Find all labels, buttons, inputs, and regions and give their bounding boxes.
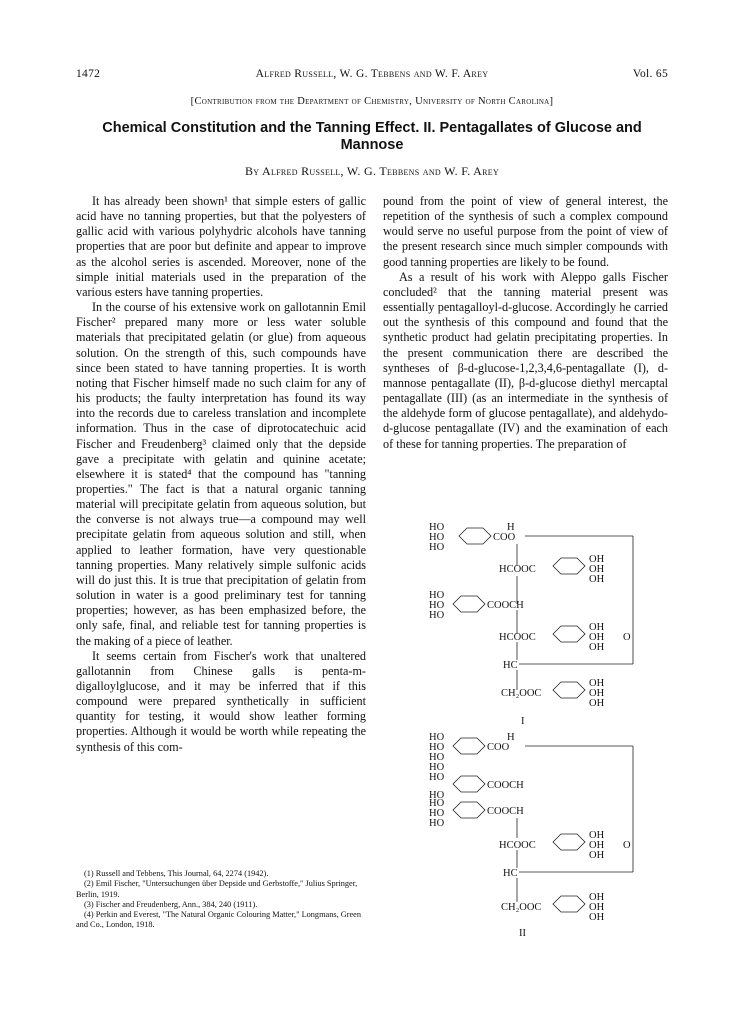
- footnote: (1) Russell and Tebbens, This Journal, 64, 2274 (1942).: [84, 869, 269, 878]
- label-ho: HO: [429, 808, 445, 819]
- benzene-ring: [553, 834, 585, 850]
- label-o: O: [623, 632, 631, 643]
- label-oh: OH: [589, 698, 605, 709]
- label-oh: OH: [589, 902, 605, 913]
- label-h: H: [507, 522, 515, 533]
- byline: By Alfred Russell, W. G. Tebbens and W. F. Arey: [244, 164, 500, 178]
- label-ch2ooc: CH₂OOC: [501, 688, 542, 699]
- label-oh: OH: [589, 564, 605, 575]
- label-ho: HO: [429, 752, 445, 763]
- benzene-ring: [453, 802, 485, 818]
- benzene-ring: [453, 596, 485, 612]
- label-oh: OH: [589, 830, 605, 841]
- label-oh: OH: [589, 554, 605, 565]
- label-hcooc: HCOOC: [499, 564, 536, 575]
- structure-diagram: [383, 522, 668, 942]
- benzene-ring: [553, 626, 585, 642]
- benzene-ring: [553, 682, 585, 698]
- label-ho: HO: [429, 798, 445, 809]
- label-ho: HO: [429, 600, 445, 611]
- running-authors: Alfred Russell, W. G. Tebbens and W. F. Arey: [255, 68, 489, 80]
- contribution-line: [Contribution from the Department of Chemistry, University of North Carolina]: [190, 96, 554, 107]
- benzene-ring: [553, 558, 585, 574]
- left-column: [76, 194, 366, 755]
- label-oh: OH: [589, 688, 605, 699]
- label-oh: OH: [589, 632, 605, 643]
- label-cooch: COOCH: [487, 780, 524, 791]
- structure-label-ii: II: [519, 928, 526, 939]
- volume-label: Vol. 65: [632, 68, 668, 80]
- label-hcooc: HCOOC: [499, 840, 536, 851]
- article-title: [76, 120, 668, 154]
- label-ho: HO: [429, 762, 445, 773]
- paragraph: It seems certain from Fischer's work that unaltered gallotannin from Chinese galls is penta-m-digalloylglucose, and it may be inferred that if this compound were prepared synthetically in sufficient quantity for testing, it would show leather forming properties. Although it would be worth while repeating the synthesis of this com-: [76, 648, 366, 754]
- label-ch2ooc: CH₂OOC: [501, 902, 542, 913]
- label-hc: HC: [503, 868, 518, 879]
- label-ho: HO: [429, 742, 445, 753]
- title-line-2: Mannose: [340, 137, 404, 153]
- footnotes: [76, 869, 366, 931]
- structural-formulas: [383, 522, 668, 942]
- footnote: (3) Fischer and Freudenberg, Ann., 384, 240 (1911).: [84, 899, 258, 909]
- page-number: 1472: [76, 68, 101, 80]
- label-ho: HO: [429, 522, 445, 533]
- label-ho: HO: [429, 542, 445, 553]
- paragraph: As a result of his work with Aleppo galls Fischer concluded² that the tanning material present was essentially pentagalloyl-d-glucose. Accordingly he carried out the synthesis of this compound and found that the synthetic product had gelatin precipitating properties. In the present communication there are described the syntheses of β-d-glucose-1,2,3,4,6-pentagallate (I), d-mannose pentagallate (II), β-d-glucose diethyl mercaptal pentagallate (III) (as an intermediate in the synthesis of the aldehyde form of glucose pentagallate), and aldehydo-d-glucose pentagallate (IV) and the examination of each of these for tanning properties. The preparation of: [383, 269, 668, 451]
- label-ho: HO: [429, 790, 445, 801]
- label-hc: HC: [503, 660, 518, 671]
- paragraph: pound from the point of view of general interest, the repetition of the synthesis of such a complex compound would serve no useful purpose from the point of view of the present research since much simpler compounds with good tanning properties are likely to be found.: [383, 194, 668, 269]
- footnote: (4) Perkin and Everest, "The Natural Organic Colouring Matter," Longmans, Green and Co., London, 1918.: [76, 910, 362, 930]
- label-ho: HO: [429, 590, 445, 601]
- label-ho: HO: [429, 772, 445, 783]
- label-cooch: COOCH: [487, 806, 524, 817]
- title-line-1: Chemical Constitution and the Tanning Effect. II. Pentagallates of Glucose and: [102, 120, 642, 136]
- label-oh: OH: [589, 892, 605, 903]
- label-oh: OH: [589, 574, 605, 585]
- label-ho: HO: [429, 610, 445, 621]
- benzene-ring: [453, 776, 485, 792]
- label-oh: OH: [589, 678, 605, 689]
- footnote: (2) Emil Fischer, "Untersuchungen über Depside und Gerbstoffe," Julius Springer, Berlin, 1919.: [76, 879, 358, 899]
- label-oh: OH: [589, 850, 605, 861]
- structure-label-i: I: [521, 716, 525, 727]
- label-hcooc: HCOOC: [499, 632, 536, 643]
- label-coo: COO: [487, 742, 510, 753]
- label-ho: HO: [429, 532, 445, 543]
- paragraph: It has already been shown¹ that simple esters of gallic acid have no tanning properties, but that the polyesters of gallic acid with various polyhydric alcohols have tanning properties that are poor but definite and appear to improve as the alcohol series is ascended. Moreover, none of the simple initial materials used in the preparation of the various esters have tanning properties.: [76, 194, 366, 299]
- label-oh: OH: [589, 642, 605, 653]
- benzene-ring: [553, 896, 585, 912]
- label-cooch: COOCH: [487, 600, 524, 611]
- label-o: O: [623, 840, 631, 851]
- label-ho: HO: [429, 818, 445, 829]
- benzene-ring: [459, 528, 491, 544]
- label-oh: OH: [589, 912, 605, 923]
- paragraph: In the course of his extensive work on gallotannin Emil Fischer² prepared many more or less water soluble materials that precipitated gelatin (or glue) from aqueous solution. On the strength of this, such compounds have since been stated to have tanning properties. It is worth noting that Fischer himself made no such claim for any of his products; the faulty interpretation has found its way into the records due to careless translation and incomplete information. Thus in the case of diprotocatechuic acid Fischer and Freudenberg³ claimed only that the depside gave a precipitate with gelatin and quinine acetate; elsewhere it is stated⁴ that the compound has "tanning properties." The fact is that a natural organic tanning material will precipitate gelatin from aqueous solution, but the converse is not always true—a compound may well precipitate gelatin from aqueous solution and still, when applied to leather formation, have very questionable tanning properties. Many relatively simple sulfonic acids will do just this. It is true that precipitation of gelatin from solution in water is a good preliminary test for tanning properties; however, as has been emphasized before, the only safe, final, and reliable test for tanning properties is the making of a piece of leather.: [76, 300, 366, 648]
- right-column: [383, 194, 668, 452]
- label-h: H: [507, 732, 515, 743]
- label-oh: OH: [589, 622, 605, 633]
- label-oh: OH: [589, 840, 605, 851]
- label-coo: COO: [493, 532, 516, 543]
- label-ho: HO: [429, 732, 445, 743]
- benzene-ring: [453, 738, 485, 754]
